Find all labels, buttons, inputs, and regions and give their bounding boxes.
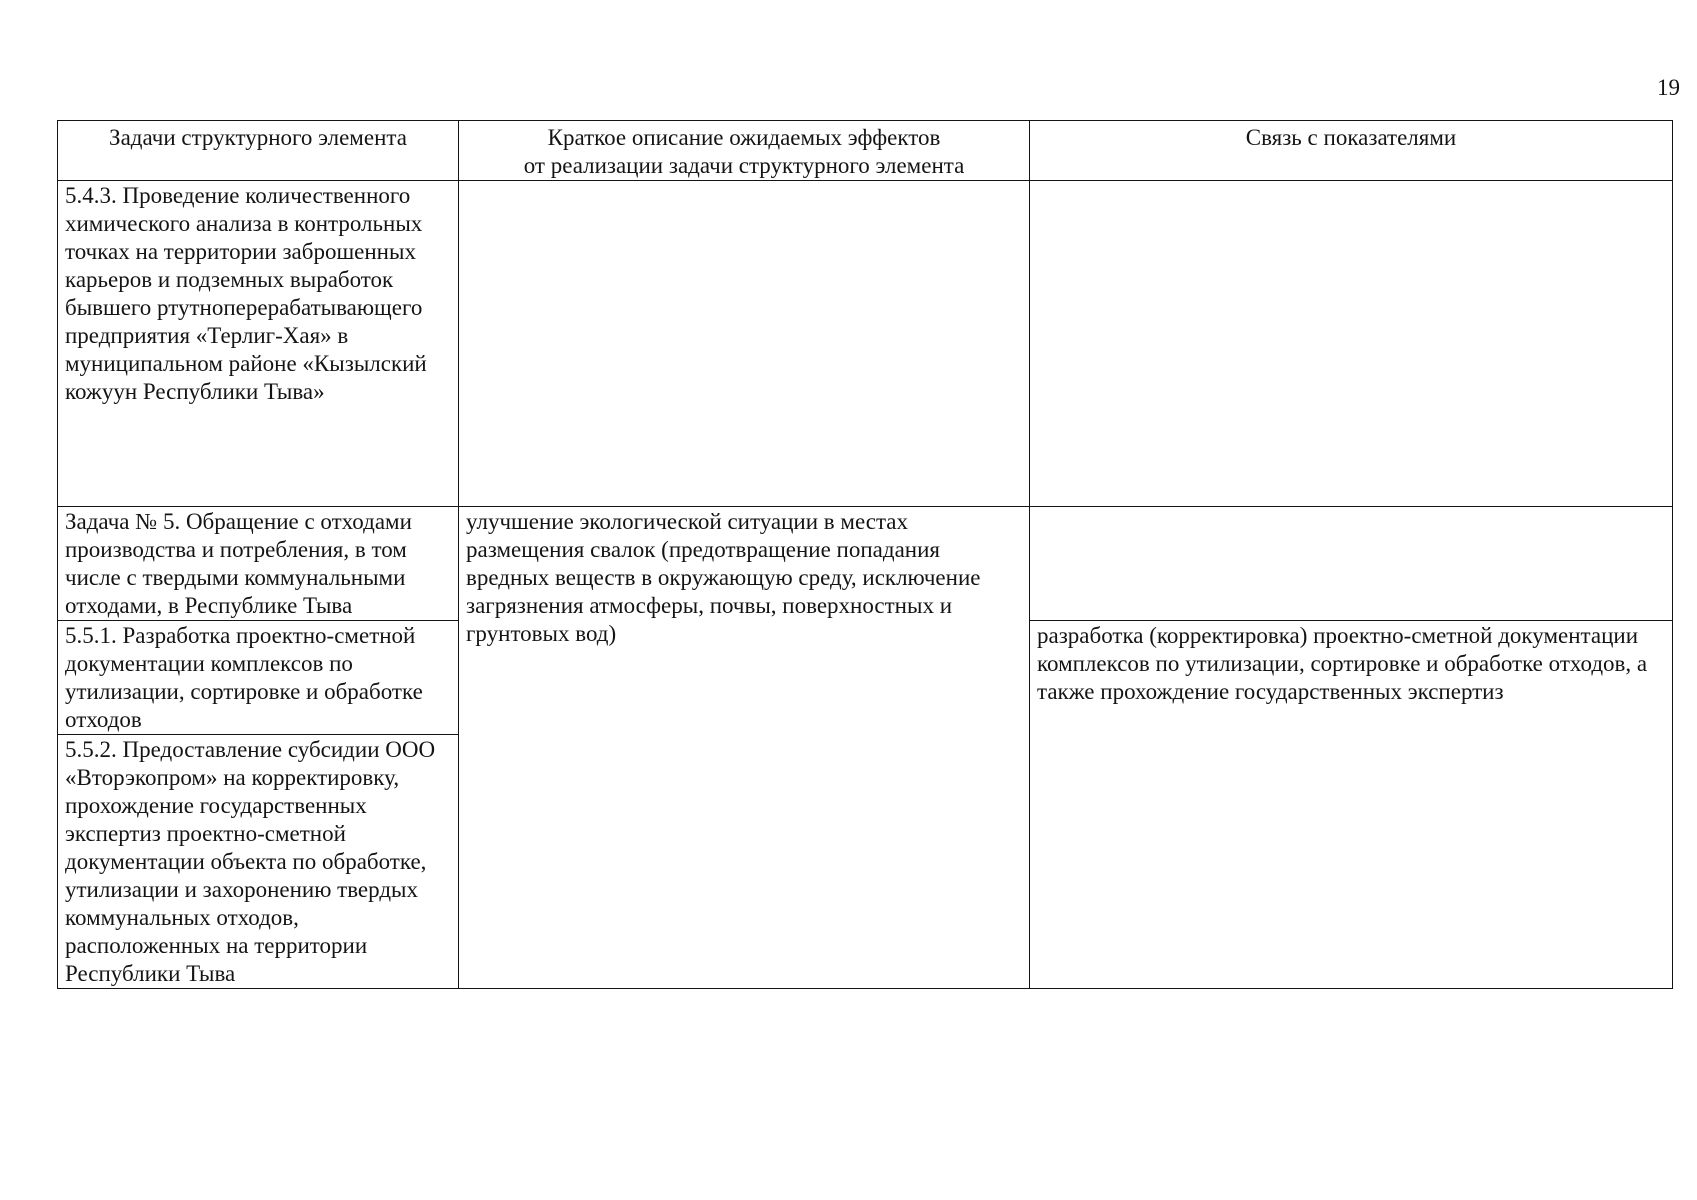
structural-element-tasks-table	[57, 120, 1673, 989]
header-effects-line2: от реализации задачи структурного элемента	[523, 153, 965, 178]
header-effects-line1: Краткое описание ожидаемых эффектов	[547, 125, 941, 150]
indicator-5-5-cell: разработка (корректировка) проектно-сметной документации комплексов по утилизации, сортировке и обработке отходов, а также прохождение государственных экспертиз	[1030, 621, 1673, 989]
effect-task-5-cell: улучшение экологической ситуации в местах размещения свалок (предотвращение попадания вредных веществ в окружающую среду, исключение загрязнения атмосферы, почвы, поверхностных и грунтовых вод)	[459, 507, 1030, 989]
task-5-5-2-cell: 5.5.2. Предоставление субсидии ООО «Вторэкопром» на корректировку, прохождение государственных экспертиз проектно-сметной документации объекта по обработке, утилизации и захоронению твердых коммунальных отходов, расположенных на территории Республики Тыва	[58, 735, 459, 989]
task-5-5-1-cell: 5.5.1. Разработка проектно-сметной документации комплексов по утилизации, сортировке и обработке отходов	[58, 621, 459, 735]
table-row	[58, 507, 1673, 621]
task-5-4-3-cell: 5.4.3. Проведение количественного химического анализа в контрольных точках на территории заброшенных карьеров и подземных выработок бывшего ртутноперерабатывающего предприятия «Терлиг-Хая» в муниципальном районе «Кызылский кожуун Республики Тыва»	[58, 181, 459, 507]
page-number: 19	[1657, 75, 1680, 100]
header-effects	[459, 121, 1030, 181]
table-header-row	[58, 121, 1673, 181]
indicator-task-5-cell	[1030, 507, 1673, 621]
effect-5-4-3-cell	[459, 181, 1030, 507]
table-row	[58, 181, 1673, 507]
header-tasks	[58, 121, 459, 181]
header-tasks-label: Задачи структурного элемента	[109, 125, 407, 150]
task-5-cell: Задача № 5. Обращение с отходами производства и потребления, в том числе с твердыми коммунальными отходами, в Республике Тыва	[58, 507, 459, 621]
indicator-5-4-3-cell	[1030, 181, 1673, 507]
header-indicators-label: Связь с показателями	[1245, 125, 1457, 150]
header-indicators	[1030, 121, 1673, 181]
